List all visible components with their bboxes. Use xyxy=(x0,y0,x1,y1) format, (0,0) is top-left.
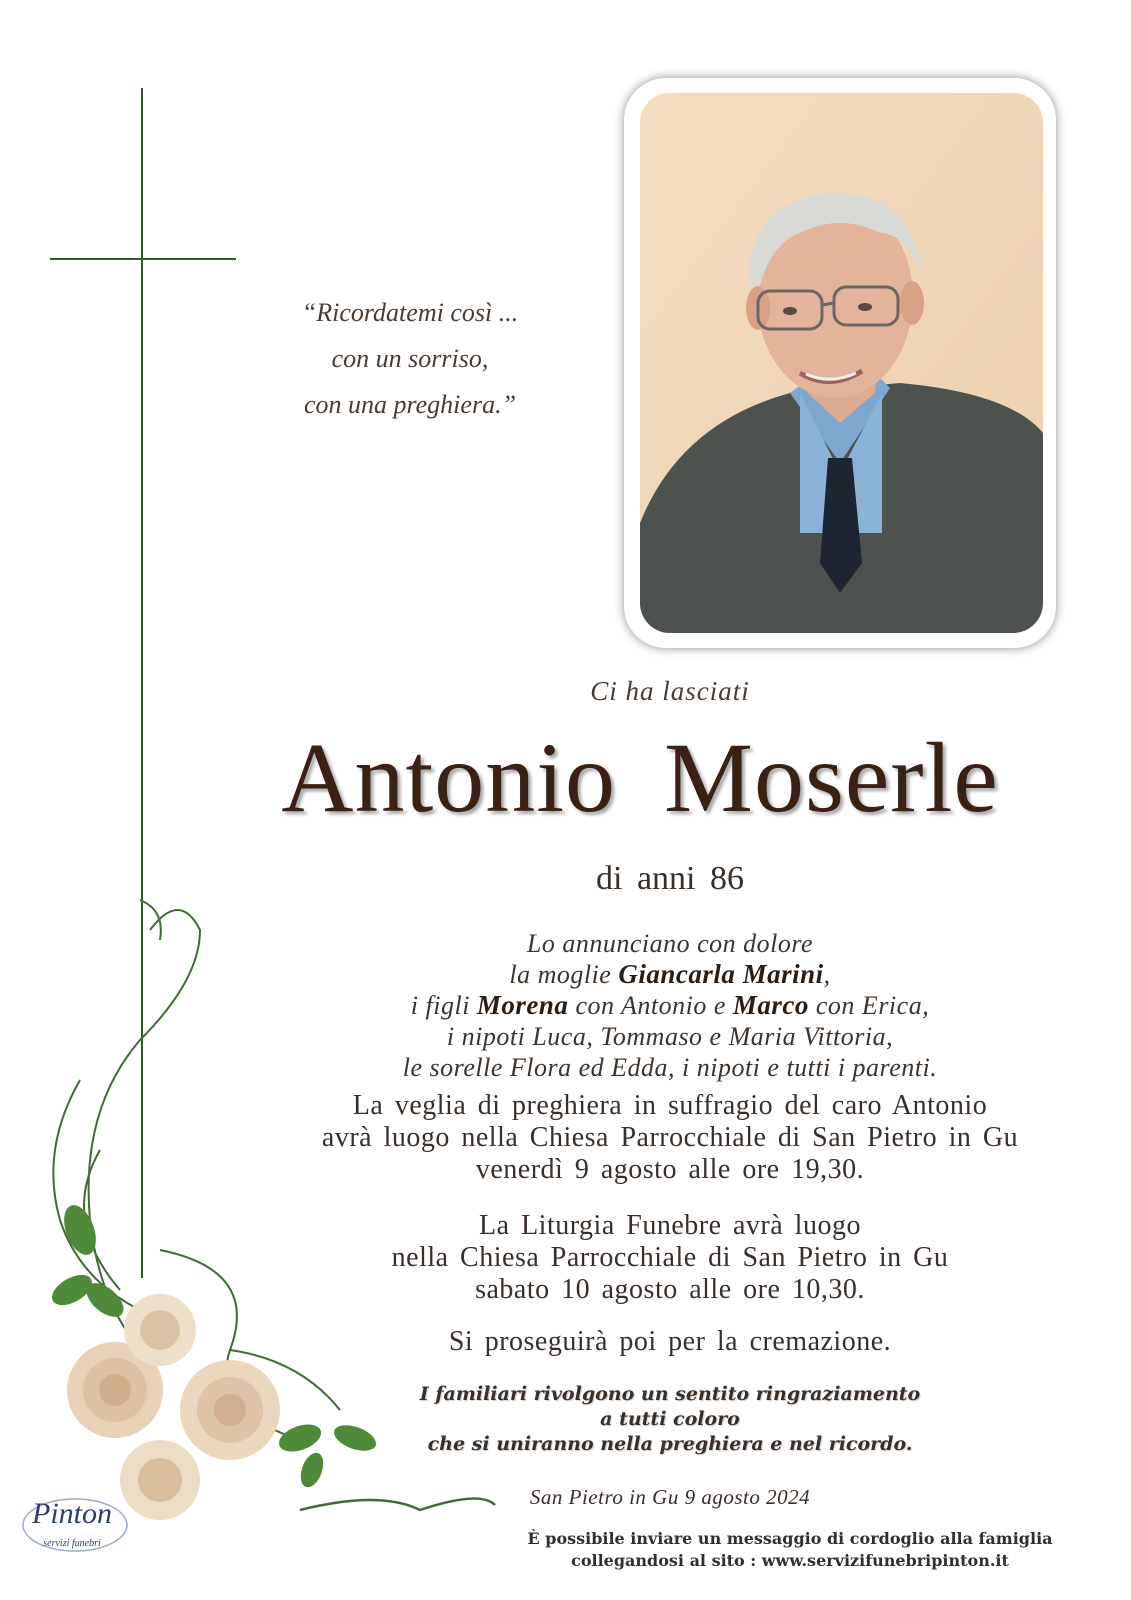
quote-line: con un sorriso, xyxy=(331,344,489,373)
logo-text: Pinton xyxy=(32,1497,112,1530)
quote-line: con una preghiera.” xyxy=(303,390,517,419)
funeral-line: La Liturgia Funebre avrà luogo xyxy=(479,1210,861,1241)
place-date: San Pietro in Gu 9 agosto 2024 xyxy=(529,1485,811,1509)
wife-name: Giancarla Marini xyxy=(618,959,824,989)
intro-text: Ci ha lasciati xyxy=(590,676,750,706)
child-name: Morena xyxy=(476,990,569,1020)
quote-line: “Ricordatemi così ... xyxy=(301,298,519,327)
announcement-line: Lo annunciano con dolore xyxy=(526,929,814,958)
child-name: Marco xyxy=(732,990,809,1020)
deceased-age: di anni 86 xyxy=(596,860,744,897)
thanks-line: che si uniranno nella preghiera e nel ricordo. xyxy=(427,1433,913,1455)
footer-line: collegandosi al sito : www.servizifunebripinton.it xyxy=(571,1551,1009,1570)
thanks-line: a tutti coloro xyxy=(600,1408,740,1430)
portrait-illustration xyxy=(640,93,1043,633)
vigil-line: La veglia di preghiera in suffragio del caro Antonio xyxy=(352,1090,988,1121)
announcement-line: le sorelle Flora ed Edda, i nipoti e tutti i parenti. xyxy=(402,1053,938,1082)
vigil-line: avrà luogo nella Chiesa Parrocchiale di San Pietro in Gu xyxy=(321,1122,1019,1153)
thanks-line: I familiari rivolgono un sentito ringraziamento xyxy=(419,1383,921,1405)
cremation-line: Si proseguirà poi per la cremazione. xyxy=(448,1326,892,1357)
announcement-line: i figli Morena con Antonio e Marco con Erica, xyxy=(410,990,930,1020)
announcement-line: i nipoti Luca, Tommaso e Maria Vittoria, xyxy=(446,1022,894,1051)
logo-subtext: servizi funebri xyxy=(43,1538,101,1549)
memorial-quote xyxy=(250,290,570,428)
floral-decoration xyxy=(0,890,520,1600)
portrait-photo xyxy=(640,93,1043,633)
deceased-name: Antonio Moserle xyxy=(281,722,999,833)
footer-line: È possibile inviare un messaggio di cordoglio alla famiglia xyxy=(527,1529,1053,1548)
announcement-line: la moglie Giancarla Marini, xyxy=(509,959,831,989)
footer-note xyxy=(470,1528,1110,1572)
funeral-line: nella Chiesa Parrocchiale di San Pietro in Gu xyxy=(391,1242,949,1273)
vigil-line: venerdì 9 agosto alle ore 19,30. xyxy=(475,1154,865,1185)
funeral-line: sabato 10 agosto alle ore 10,30. xyxy=(475,1274,865,1305)
cross-horizontal-beam xyxy=(50,258,236,260)
